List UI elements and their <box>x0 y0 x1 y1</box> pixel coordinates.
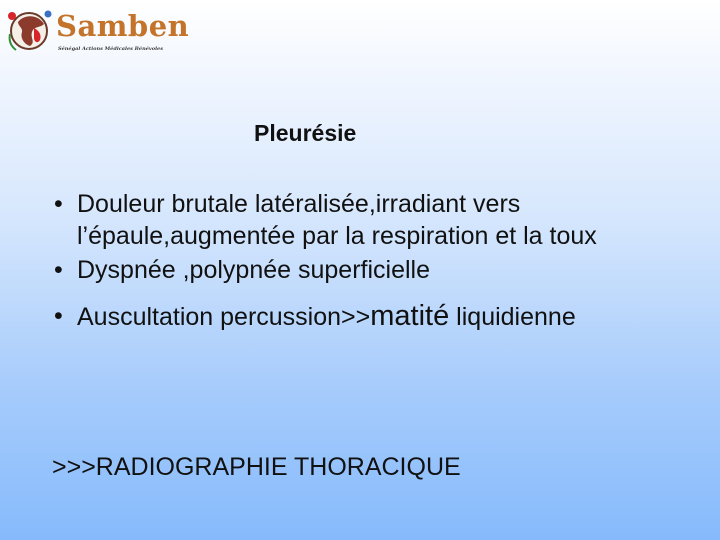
bullet-text: Dyspnée ,polypnée superficielle <box>77 256 430 284</box>
logo-name: Samben <box>56 9 190 43</box>
samben-logo <box>4 4 204 60</box>
logo-tagline: Sénégal Actions Médicales Bénévoles <box>58 46 164 52</box>
footer-text: >>>RADIOGRAPHIE THORACIQUE <box>52 453 461 481</box>
bullet-text-tail: liquidienne <box>449 303 576 331</box>
bullet-dot: • <box>54 302 63 330</box>
bullet-text: Douleur brutale latéralisée,irradiant vers l’épaule,augmentée par la respiration et la toux <box>77 190 597 250</box>
bullet-dot: • <box>54 256 63 284</box>
bullet-item <box>54 300 694 333</box>
logo-emblem-icon <box>4 4 56 56</box>
bullet-item <box>54 254 694 286</box>
bullet-item <box>54 188 694 252</box>
bullet-text-lead: Auscultation percussion>> <box>77 303 371 331</box>
slide-title: Pleurésie <box>254 120 357 146</box>
bullet-list <box>54 188 694 333</box>
bullet-emphasis: matité <box>370 300 450 332</box>
bullet-dot: • <box>54 190 63 218</box>
